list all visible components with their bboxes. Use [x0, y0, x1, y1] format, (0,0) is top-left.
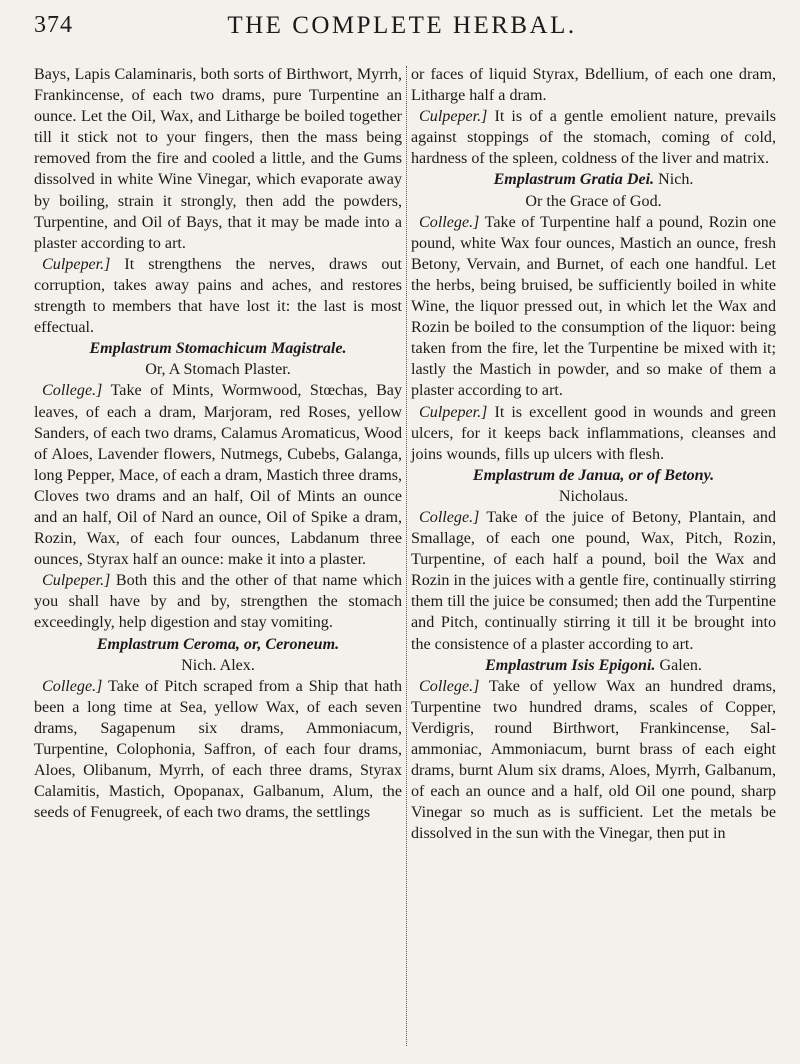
source-label: Culpeper.]: [42, 572, 111, 590]
paragraph: College.] Take of Pitch scraped from a Ship that hath been a long time at Sea, yellow Wax, of each seven drams, Sagapenum six drams, Ammoniacum, Turpentine, Colophonia, Saffron, of each four drams, Aloes, Olibanum, Myrrh, of each three drams, Styrax Calamitis, Mastich, Opopanax, Galbanum, Alum, the seeds of Fenugreek, of each two drams, the settlings: [34, 677, 402, 822]
running-title: THE COMPLETE HERBAL.: [227, 12, 577, 39]
source-label: College.]: [419, 213, 480, 231]
source-label: Culpeper.]: [419, 108, 488, 126]
paragraph: College.] Take of Turpentine half a pound, Rozin one pound, white Wax four ounces, Mastich an ounce, fresh Betony, Vervain, and Burnet, of each one handful. Let the herbs, being bruised, be sufficiently boiled in white Wine, the liquor pressed out, in which let the Wax and Rozin be boiled to the consumption of the liquor: being taken from the fire, let the Turpentine be mixed with it; lastly the Mastich in powder, and so make of them a plaster according to art.: [411, 213, 776, 400]
recipe-title: Emplastrum Ceroma, or, Ceroneum.: [96, 635, 340, 653]
recipe-title: Emplastrum Stomachicum Magistrale.: [89, 340, 347, 358]
text-columns: [34, 64, 776, 1054]
source-label: Culpeper.]: [419, 403, 488, 421]
source-label: College.]: [42, 382, 103, 400]
paragraph: or faces of liquid Styrax, Bdellium, of each one dram, Litharge half a dram.: [411, 66, 776, 105]
recipe-subtitle: Or, A Stomach Plaster.: [145, 361, 291, 379]
paragraph: Culpeper.] Both this and the other of that name which you shall have by and by, strengthen the stomach exceedingly, help digestion and stay vomiting.: [34, 572, 402, 632]
recipe-title: Emplastrum Gratia Dei. Nich.: [493, 171, 694, 189]
source-label: College.]: [42, 677, 103, 695]
paragraph: College.] Take of the juice of Betony, Plantain, and Smallage, of each one pound, Wax, Pitch, Rozin, Turpentine, of each half a pound, boil the Wax and Rozin in the juices with a gentle fire, continually stirring them till the juice be consumed; then add the Turpentine and Pitch, continually stirring it till it be brought into the consistence of a plaster according to art.: [411, 508, 776, 653]
source-label: College.]: [419, 508, 480, 526]
source-label: College.]: [419, 677, 480, 695]
right-column: [411, 64, 776, 1054]
paragraph: College.] Take of Mints, Wormwood, Stœchas, Bay leaves, of each a dram, Marjoram, red Roses, yellow Sanders, of each two drams, Calamus Aromaticus, Wood of Aloes, Lavender flowers, Nutmegs, Cubebs, Galanga, long Pepper, Mace, of each a dram, Mastich three drams, Cloves two drams and an half, Oil of Mints an ounce and an half, Oil of Nard an ounce, Oil of Spike a dram, Rozin, Wax, of each four ounces, Labdanum three ounces, Styrax half an ounce: make it into a plaster.: [34, 382, 402, 569]
paragraph: Bays, Lapis Calaminaris, both sorts of Birthwort, Myrrh, Frankincense, of each two drams, pure Turpentine an ounce. Let the Oil, Wax, and Litharge be boiled together till it stick not to your fingers, then the mass being removed from the fire and cooled a little, and the Gums dissolved in white Wine Vinegar, which evaporate away by boiling, strain it strongly, then add the powders, Turpentine, and Oil of Bays, that it may be made into a plaster according to art.: [34, 66, 402, 252]
recipe-title: Emplastrum de Janua, or of Betony.: [472, 466, 715, 484]
paragraph: Culpeper.] It is of a gentle emolient nature, prevails against stoppings of the stomach, coming of cold, hardness of the spleen, coldness of the liver and matrix.: [411, 108, 776, 168]
recipe-subtitle: Nicholaus.: [558, 487, 629, 505]
left-column: [34, 64, 402, 1054]
paragraph: Culpeper.] It strengthens the nerves, draws out corruption, takes away pains and aches, and restores strength to members that have lost it: the last is most effectual.: [34, 255, 402, 337]
recipe-subtitle: Or the Grace of God.: [525, 192, 662, 210]
page-number: 374: [34, 12, 73, 38]
paragraph: College.] Take of yellow Wax an hundred drams, Turpentine two hundred drams, scales of Copper, Verdigris, round Birthwort, Frankincense, Sal-ammoniac, Ammoniacum, burnt brass of each eight drams, burnt Alum six drams, Aloes, Myrrh, Galbanum, of each an ounce and a half, old Oil one pound, sharp Vinegar so much as is sufficient. Let the metals be dissolved in the sun with the Vinegar, then put in: [411, 677, 776, 843]
paragraph: Culpeper.] It is excellent good in wounds and green ulcers, for it keeps back inflammations, cleanses and joins wounds, fills up ulcers with flesh.: [411, 403, 776, 463]
column-divider: [406, 66, 407, 1046]
recipe-subtitle: Nich. Alex.: [181, 656, 255, 674]
source-label: Culpeper.]: [42, 255, 111, 273]
recipe-title: Emplastrum Isis Epigoni. Galen.: [485, 656, 702, 674]
page-header: [34, 12, 770, 52]
